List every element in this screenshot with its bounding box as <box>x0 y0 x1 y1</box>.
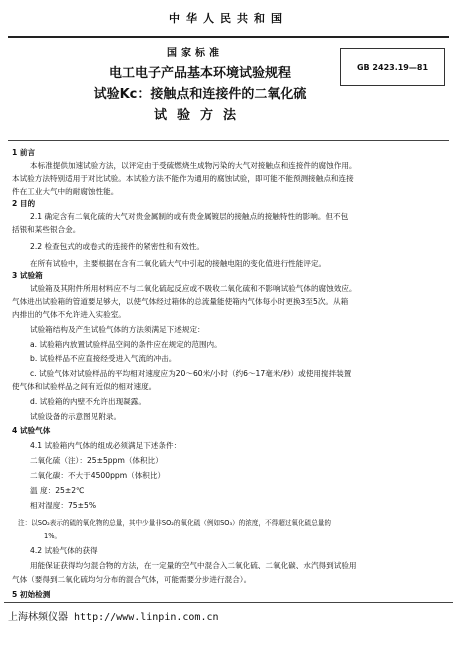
body-line: 试验设备的示意图见附录。 <box>30 412 122 421</box>
body-line: d. 试验箱的内壁不允许出现凝露。 <box>30 397 146 406</box>
body-line: 使气体和试验样品之间有近似的相对速度。 <box>12 382 157 391</box>
section-heading: 3 试验箱 <box>12 271 43 280</box>
body-line: 相对湿度：75±5% <box>30 501 97 510</box>
title-line-2: 试验Kc：接触点和连接件的二氧化硫 <box>93 87 307 102</box>
country-name: 中华人民共和国 <box>169 12 288 25</box>
section-heading: 1 前言 <box>12 148 36 157</box>
title-line-1: 电工电子产品基本环境试验规程 <box>108 66 291 81</box>
body-line: 内排出的气体不允许进入实验室。 <box>12 310 126 319</box>
body-line: 4.1 试验箱内气体的组成必须满足下述条件： <box>30 441 182 450</box>
note-line: 注：以SO₂表示的硫的氧化物的总量，其中少量非SO₂的氧化硫（例如SO₃）的浓度，不得超过氧化硫总量的 <box>18 519 331 527</box>
body-line: 气体（要得到二氧化硫均匀分布的混合气体，可能需要分步进行混合）。 <box>12 575 252 584</box>
standard-label: 国家标准 <box>167 48 223 59</box>
body-line: 试验箱结构及产生试验气体的方法须满足下述规定： <box>30 325 205 334</box>
body-line: 4.2 试验气体的获得 <box>30 546 98 555</box>
gb-number-box <box>340 48 445 86</box>
body-line: c. 试验气体对试验样品的平均相对速度应为20～60米/小时（约6～17毫米/秒）或使用搅拌装置 <box>30 369 352 378</box>
body-line: 括银和某些银合金。 <box>12 225 81 234</box>
body-line: 件在工业大气中的耐腐蚀性能。 <box>12 187 119 196</box>
footer-divider <box>4 602 453 603</box>
body-line: 本试验方法特别适用于对比试验。本试验方法不能作为通用的腐蚀试验，即可能不能预测接触点和连接 <box>12 174 354 183</box>
body-line: 本标准提供加速试验方法，以评定由于受硫燃烧生成物污染的大气对接触点和连接件的腐蚀作用。 <box>30 161 357 170</box>
note-line: 1%。 <box>44 532 62 540</box>
body-line: 二氧化碳：不大于4500ppm（体积比） <box>30 471 166 480</box>
body-line: 试验箱及其附件所用材料应不与二氧化硫起反应或不吸收二氧化硫和不影响试验气体的腐蚀效应。 <box>30 284 357 293</box>
section-heading: 5 初始检测 <box>12 590 51 599</box>
body-line: 气体进出试验箱的管道要足够大，以使气体经过箱体的总流量能使箱内气体每小时更换3至5次。从箱 <box>12 297 349 306</box>
gb-number: GB 2423.19—81 <box>356 62 429 72</box>
body-line: 用能保证获得均匀混合物的方法，在一定量的空气中混合入二氧化硫、二氧化碳、水汽得到试验用 <box>30 561 357 570</box>
header-divider <box>8 140 449 141</box>
body-line: b. 试验样品不应直接经受进入气流的冲击。 <box>30 354 177 363</box>
body-line: 2.1 确定含有二氧化硫的大气对贵金属制的或有贵金属镀层的接触点的接触特性的影响。但不包 <box>30 212 349 221</box>
section-heading: 4 试验气体 <box>12 426 51 435</box>
top-rule <box>8 36 449 38</box>
footer-text: 上海林频仪器 http://www.linpin.com.cn <box>8 612 219 623</box>
body-line: 温 度：25±2℃ <box>30 486 85 495</box>
body-line: 2.2 检查包式的或卷式的连接件的紧密性和有效性。 <box>30 242 204 251</box>
body-line: a. 试验箱内放置试验样品空间的条件应在规定的范围内。 <box>30 340 222 349</box>
section-heading: 2 目的 <box>12 199 36 208</box>
body-line: 二氧化硫（注）：25±5ppm（体积比） <box>30 456 163 465</box>
body-line: 在所有试验中，主要根据在含有二氧化硫大气中引起的接触电阻的变化值进行性能评定。 <box>30 259 327 268</box>
title-line-3: 试验方法 <box>153 108 246 123</box>
